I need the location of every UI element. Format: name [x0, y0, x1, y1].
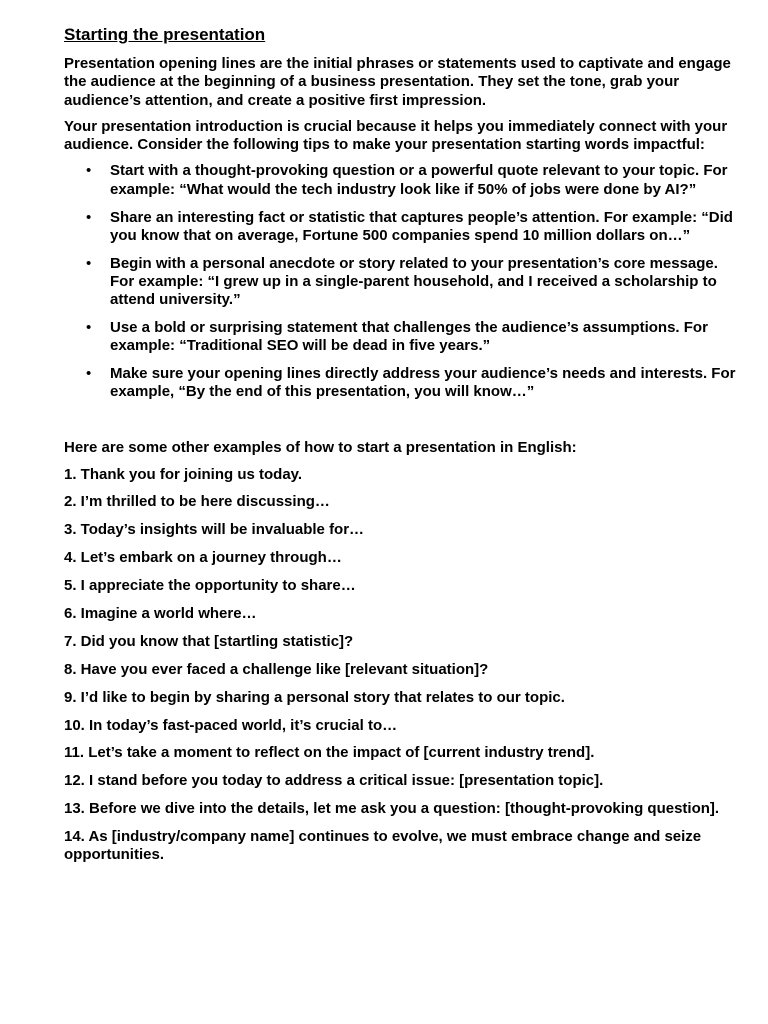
example-item: 10. In today’s fast-paced world, it’s crucial to… — [64, 716, 398, 734]
tip-text: Start with a thought-provoking question or a powerful quote relevant to your topic. For example: “What would the tech industry look like if 50% of jobs were done by AI?” — [110, 162, 728, 198]
example-item: 8. Have you ever faced a challenge like [relevant situation]? — [64, 660, 489, 678]
intro-paragraph-1: Presentation opening lines are the initial phrases or statements used to captivate and engage the audience at the beginning of a business presentation. They set the tone, grab your audience’s attention, and create a positive first impression. — [64, 55, 731, 109]
bullet-icon: • — [86, 162, 92, 180]
section-spacer — [64, 411, 744, 439]
example-item: 6. Imagine a world where… — [64, 605, 257, 622]
example-item: 1. Thank you for joining us today. — [64, 465, 303, 483]
bullet-icon: • — [86, 365, 92, 383]
examples-intro: Here are some other examples of how to start a presentation in English: — [64, 439, 577, 457]
document-page — [64, 24, 744, 874]
example-item: 4. Let’s embark on a journey through… — [64, 549, 342, 567]
bullet-icon: • — [86, 208, 92, 226]
page-title: Starting the presentation — [64, 25, 266, 44]
example-item: 3. Today’s insights will be invaluable for… — [64, 521, 365, 539]
examples-list — [64, 466, 744, 865]
tip-item — [64, 255, 744, 310]
tip-item — [64, 162, 744, 199]
example-item: 12. I stand before you today to address a critical issue: [presentation topic]. — [64, 772, 604, 790]
tip-text: Make sure your opening lines directly address your audience’s needs and interests. For example, “By the end of this presentation, you will know…” — [110, 365, 736, 401]
example-item: 5. I appreciate the opportunity to share… — [64, 577, 356, 595]
example-item: 2. I’m thrilled to be here discussing… — [64, 493, 330, 511]
example-item: 9. I’d like to begin by sharing a personal story that relates to our topic. — [64, 688, 565, 706]
tip-item — [64, 209, 744, 246]
bullet-icon: • — [86, 254, 92, 272]
tip-text: Begin with a personal anecdote or story related to your presentation’s core message. For example: “I grew up in a single-parent household, and I received a scholarship to attend university.” — [110, 254, 718, 309]
tips-list — [64, 162, 744, 401]
tip-text: Share an interesting fact or statistic that captures people’s attention. For example: “Did you know that on average, Fortune 500 companies spend 10 million dollars on…” — [110, 208, 733, 244]
example-item: 13. Before we dive into the details, let me ask you a question: [thought-provoking question]. — [64, 800, 720, 818]
intro-paragraph-2: Your presentation introduction is crucial because it helps you immediately connect with your audience. Consider the following tips to make your presentation starting words impactful: — [64, 117, 728, 154]
bullet-icon: • — [86, 319, 92, 337]
example-item: 7. Did you know that [startling statistic]? — [64, 632, 354, 650]
tip-text: Use a bold or surprising statement that challenges the audience’s assumptions. For example: “Traditional SEO will be dead in five years.” — [110, 319, 708, 355]
example-item: 11. Let’s take a moment to reflect on the impact of [current industry trend]. — [64, 744, 595, 762]
tip-item — [64, 319, 744, 356]
example-item: 14. As [industry/company name] continues to evolve, we must embrace change and seize opportunities. — [64, 828, 702, 864]
tip-item — [64, 365, 744, 402]
